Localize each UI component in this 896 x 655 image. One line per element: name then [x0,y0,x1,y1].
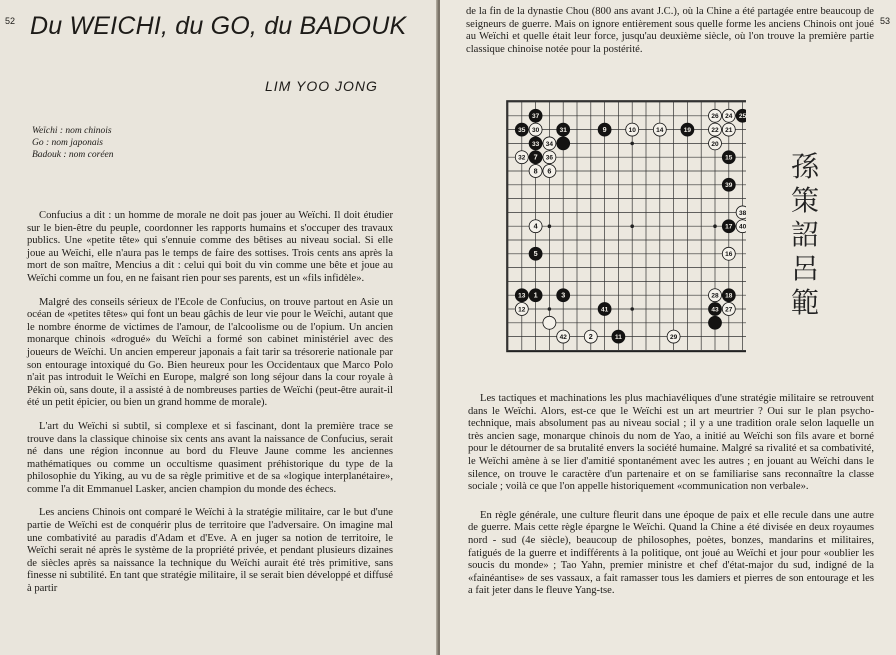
definition-badouk: Badouk : nom coréen [32,150,114,160]
calligraphy-char: 孫 [790,150,819,183]
move-number: 15 [725,154,733,162]
calligraphy-char: 呂 [790,252,819,285]
go-game-diagram [498,92,746,362]
move-number: 18 [725,292,733,300]
move-number: 20 [711,140,719,148]
move-number: 22 [711,127,719,134]
move-number: 25 [738,113,746,121]
black-stone [709,316,722,329]
move-number: 24 [725,113,733,121]
move-number: 3 [561,290,566,300]
move-number: 27 [725,306,733,314]
page-number-right: 53 [879,16,890,26]
article-author: LIM YOO JONG [265,78,378,94]
move-number: 16 [725,251,733,259]
move-number: 14 [656,127,664,134]
paragraph: En règle générale, une culture fleurit dans une époque de paix et elle recule dans une autre de guerre. Mais cette règle épargne le Weïchi. Quand la Chine a été divisée en deux royaumes nord - sud (4e siècle), beaucoup de philosophes, poètes, bonzes, mandarins et militaires, fatigués de la guerre et indifférents à la politique, ont joué au Weïchi et jour pour «oublier les soucis du monde» ; Tao Yahn, premier ministre et chef d'état-major du sud, indigné de la «fainéantise» de ses vassaux, a fait ramasser tous les damiers et pierres de son entourage et les a fait jeter dans le fleuve Yang-tse. [468,509,874,597]
move-number: 35 [518,127,526,134]
white-stone [543,316,556,329]
star-point [630,142,634,146]
move-number: 1 [533,290,538,300]
definition-weichi: Weïchi : nom chinois [32,126,112,136]
move-number: 33 [531,140,540,148]
star-point [548,307,552,311]
calligraphy-column [785,150,825,320]
left-page [0,0,438,655]
move-number: 30 [531,127,540,134]
move-number: 31 [559,127,567,134]
paragraph: Confucius a dit : un homme de morale ne doit pas jouer au Weïchi. Il doit étudier sur le bien-être du peuple, coordonner les rapports humains et s'occuper des travaux publics. Une «petite tête» qui s'ennuie comme des bêtises au niveau social. Si elle joue au Weïchi, elle n'aura pas le temps de faire des sottises. Trois cents ans après la mort de son maître, Mencius a dit : celui qui boit du vin comme une bête et joue au Weïchi comme un fou, en ne faisant rien pour ses parents, est un «fils infidèle». [27,210,393,284]
page-number-left: 52 [5,16,16,26]
move-number: 39 [725,182,733,190]
paragraph: Les anciens Chinois ont comparé le Weïchi à la stratégie militaire, car le but d'une partie de Weïchi est de conquérir plus de territoire que l'adversaire. On imagine mal une combativité au paradis d'Adam et d'Eve. A en juger sa notion de territoire, le Weïchi serait né après le système de la propriété privée, et pendant plusieurs dizaines de siècles après sa naissance la technique du Weïchi aurait été très primitive, sans finesse ni subtilité. En tant que stratégie militaire, il se serait bien développé et diffusé à partir [27,507,393,595]
right-page [440,0,896,655]
star-point [548,224,552,228]
move-number: 21 [725,127,733,134]
move-number: 43 [711,306,719,314]
black-stone [557,137,570,150]
move-number: 37 [531,113,540,121]
star-point [630,224,634,228]
move-number: 7 [533,152,538,162]
paragraph: L'art du Weïchi si subtil, si complexe et si fascinant, dont la première trace se trouve dans la classique chinoise six cents ans avant la naissance de Confucius, serait né dans une région inconnue au bord du Fleuve Jaune comme les anciennes mathématiques ou comme un occultisme quasiment préhistorique du type de la philosophie du Yiking, au vu de sa règle primitive et de sa «logique interplanétaire», comme l'a dit Emmanuel Lasker, ancien champion du monde des échecs. [27,420,393,495]
star-point [713,224,717,228]
move-number: 34 [545,140,554,148]
move-number: 2 [588,332,593,341]
definitions-block [32,125,114,161]
move-number: 17 [725,223,733,231]
paragraph: Les tactiques et machinations les plus machiavéliques d'une stratégie militaire se retrouvent dans le Weïchi. Alors, est-ce que le Weïchi est un art meurtrier ? Oui sur le plan psycho-technique, mais absolument pas au niveau social ; il y a une tradition orale selon laquelle un très ancien sage, monarque chinois du nom de Yao, a initié au Weïchi son fils avare et borné pour le détourner de sa brutalité envers la société humaine. Malgré sa rivalité et sa combativité, le Weïchi amène à se lier d'amitié spontanément avec les autres ; en jouant au Weïchi dans le silence, on trouve le caractère d'un partenaire et on se familiarise sans reconnaître la classe sociale ; voilà ce que l'on appelle historiquement «communication non verbale». [468,393,874,493]
right-intro-text [466,6,874,56]
move-number: 36 [545,154,554,162]
move-number: 5 [533,249,538,259]
definition-go: Go : nom japonais [32,138,103,148]
move-number: 13 [518,292,526,300]
move-number: 9 [602,125,607,134]
move-number: 12 [518,306,526,314]
move-number: 8 [533,166,538,176]
move-number: 42 [559,334,567,341]
move-number: 19 [683,127,692,134]
move-number: 28 [711,292,719,300]
calligraphy-char: 詔 [790,218,819,251]
move-number: 29 [669,334,678,341]
right-body-text [468,393,874,598]
move-number: 26 [711,113,719,121]
paragraph: de la fin de la dynastie Chou (800 ans avant J.C.), où la Chine a été partagée entre beaucoup de seigneurs de guerre. Mais on ignore entièrement sous quelle forme les anciens Chinois ont joué au Weïchi et quelle était leur force, jusqu'au deuxième siècle, où l'on trouve la première partie classique chinoise notée pour la postérité. [466,6,874,55]
move-number: 10 [628,127,636,134]
article-title: Du WEICHI, du GO, du BADOUK [30,12,407,40]
calligraphy-char: 範 [790,286,819,319]
move-number: 4 [533,221,538,231]
calligraphy-char: 策 [790,184,819,217]
move-number: 6 [547,166,552,176]
left-body-text [27,210,393,596]
move-number: 40 [738,223,746,231]
move-number: 32 [518,154,526,162]
star-point [630,307,634,311]
move-number: 38 [738,209,746,217]
move-number: 11 [614,334,622,341]
move-number: 41 [600,306,609,314]
paragraph: Malgré des conseils sérieux de l'Ecole de Confucius, on trouve partout en Asie un océan de «petites têtes» qui font un beau gâchis de leur vie pour le Weïchi, autant que le nombre énorme de victimes de l'amour, de l'alcoolisme ou de l'opium. Un ancien monarque chinois «drogué» du Weïchi a formé son cabinet ministériel avec des joueurs de Weïchi. Un ancien empereur japonais a fait tarir sa trésorerie nationale par son entourage intoxiqué du Go. Bien heureux pour les Occidentaux que Marco Polo n'ait pas introduit le Weïchi en Europe, malgré son long séjour dans la cour royale à Pékin où, sans doute, il a assisté à de nombreuses parties de Weïchi (peut-être aurait-il été un petit épicier, ou bien un grand homme de morale). [27,296,393,409]
